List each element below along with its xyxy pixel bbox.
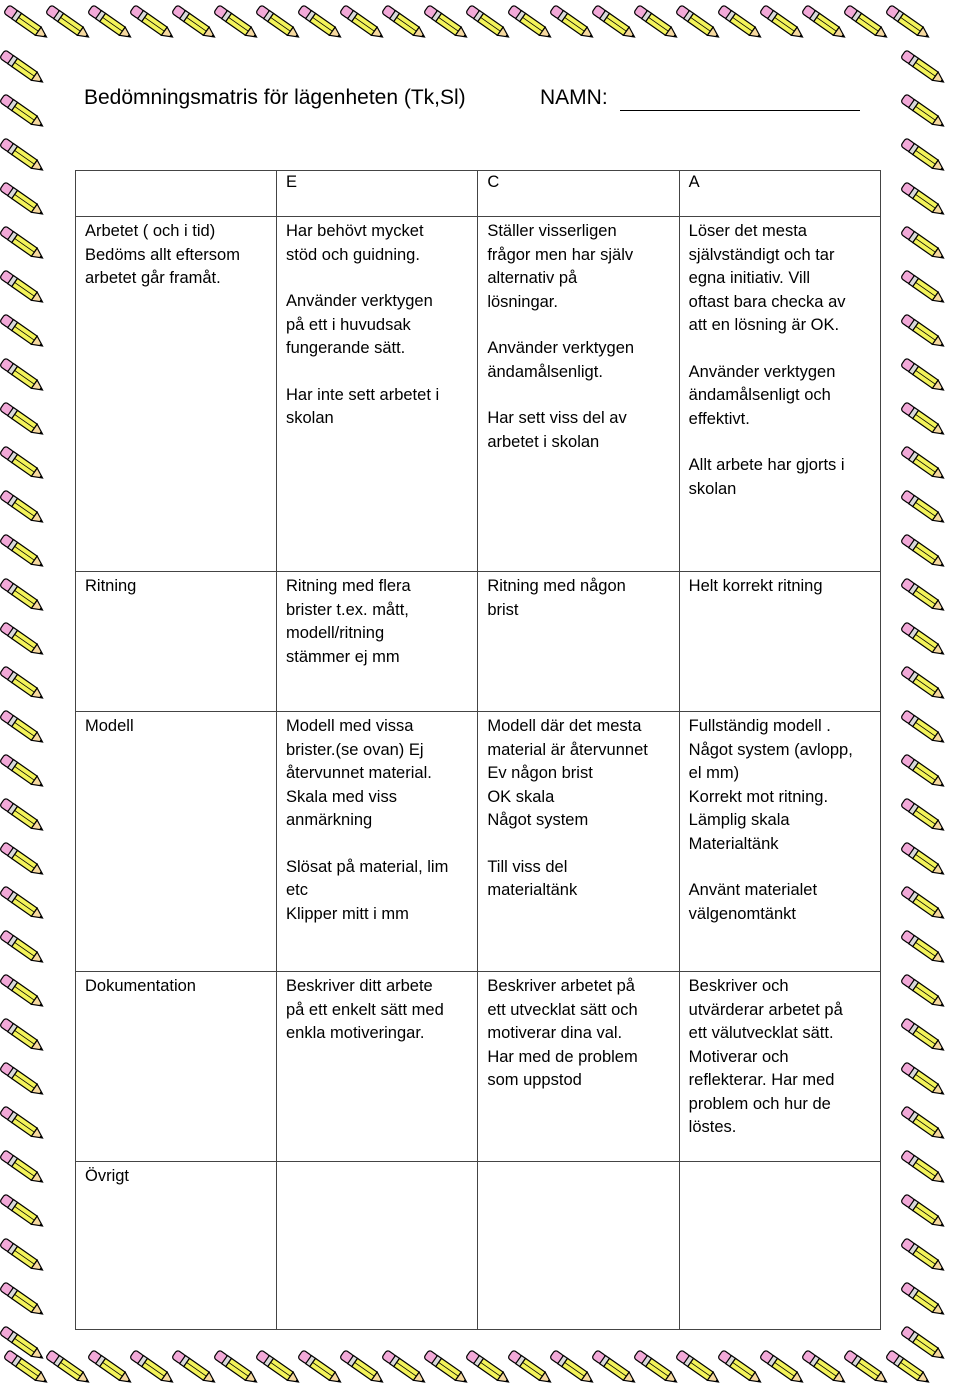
header-grade-e: E (277, 171, 478, 217)
grade-e-cell (277, 712, 478, 972)
pencil-icon (633, 1350, 680, 1387)
descriptor-block (689, 975, 874, 1140)
descriptor-line: Beskriver och (688, 977, 789, 995)
pencil-icon (0, 798, 46, 835)
descriptor-line: arbetet i skolan (487, 432, 600, 451)
criterion-label-line: Arbetet ( och i tid) (85, 222, 216, 240)
descriptor-line: lösningar. (487, 292, 558, 311)
pencil-icon (0, 974, 46, 1011)
descriptor-line: skolan (286, 409, 334, 427)
pencil-icon (633, 5, 680, 42)
descriptor-line: stöd och guidning. (286, 245, 420, 264)
pencil-icon (171, 5, 218, 42)
descriptor-line: Allt arbete har gjorts i (688, 456, 845, 474)
pencil-icon (759, 5, 806, 42)
grade-c-cell (478, 1162, 679, 1330)
pencil-icon (3, 1350, 50, 1387)
pencil-icon (900, 1282, 947, 1319)
grade-a-cell (679, 572, 880, 712)
document-title: Bedömningsmatris för lägenheten (Tk,Sl) (84, 86, 466, 109)
matrix-row (76, 712, 881, 972)
pencil-icon (549, 1350, 596, 1387)
descriptor-line: Har sett viss del av (487, 409, 627, 427)
matrix-row (76, 217, 881, 572)
pencil-icon (900, 270, 947, 307)
descriptor-line: ändamålsenligt och (688, 386, 831, 404)
descriptor-line: ett välutvecklat sätt. (688, 1024, 834, 1042)
pencil-icon (0, 50, 46, 87)
pencil-icon (900, 402, 947, 439)
descriptor-block (487, 975, 672, 1093)
descriptor-line: Ritning med någon (487, 577, 626, 595)
descriptor-line: Har med de problem (487, 1047, 638, 1066)
assessment-matrix (75, 170, 881, 1330)
pencil-icon (0, 930, 46, 967)
grade-a-cell (679, 1162, 880, 1330)
descriptor-line: Helt korrekt ritning (688, 577, 823, 595)
pencil-icon (507, 5, 554, 42)
pencil-icon (900, 578, 947, 615)
pencil-icon (0, 1150, 46, 1187)
descriptor-line: oftast bara checka av (688, 292, 846, 311)
pencil-icon (0, 1238, 46, 1275)
descriptor-line: brister.(se ovan) Ej (286, 740, 424, 759)
name-label: NAMN: (540, 86, 608, 109)
grade-c-cell (478, 572, 679, 712)
pencil-icon (381, 1350, 428, 1387)
grade-c-cell (478, 217, 679, 572)
pencil-icon (0, 534, 46, 571)
grade-a-cell (679, 972, 880, 1162)
pencil-icon (465, 5, 512, 42)
pencil-icon (213, 1350, 260, 1387)
criterion-label-line: arbetet går framåt. (85, 269, 221, 287)
pencil-icon (885, 5, 932, 42)
pencil-icon (0, 182, 46, 219)
pencil-icon (885, 1350, 932, 1387)
pencil-icon (900, 622, 947, 659)
pencil-icon (900, 226, 947, 263)
pencil-icon (3, 5, 50, 42)
descriptor-line: brist (487, 600, 519, 619)
descriptor-line: ändamålsenligt. (487, 362, 603, 381)
descriptor-block (286, 856, 471, 927)
pencil-icon (339, 1350, 386, 1387)
pencil-icon (549, 5, 596, 42)
descriptor-line: att en lösning är OK. (688, 316, 840, 334)
criterion-label-cell (76, 217, 277, 572)
grade-a-cell (679, 712, 880, 972)
descriptor-block (689, 575, 874, 599)
descriptor-line: utvärderar arbetet på (688, 1000, 843, 1019)
descriptor-block (689, 715, 874, 856)
criterion-label-line: Bedöms allt eftersom (85, 245, 240, 264)
matrix-row (76, 572, 881, 712)
descriptor-block (487, 575, 672, 622)
descriptor-line: Slösat på material, lim (286, 857, 449, 876)
descriptor-line: motiverar dina val. (487, 1024, 623, 1042)
descriptor-line: Modell där det mesta (487, 717, 642, 735)
grade-e-cell (277, 972, 478, 1162)
pencil-icon (843, 5, 890, 42)
descriptor-line: frågor men har själv (487, 245, 634, 264)
pencil-icon (87, 5, 134, 42)
pencil-icon (900, 842, 947, 879)
pencil-icon (900, 446, 947, 483)
pencil-icon (0, 358, 46, 395)
descriptor-line: Beskriver ditt arbete (286, 977, 433, 995)
descriptor-line: löstes. (688, 1118, 737, 1136)
pencil-icon (381, 5, 428, 42)
criterion-label-line: Modell (85, 717, 134, 735)
pencil-icon (0, 402, 46, 439)
pencil-icon (801, 1350, 848, 1387)
pencil-icon (900, 182, 947, 219)
pencil-icon (465, 1350, 512, 1387)
header-grade-c: C (478, 171, 679, 217)
pencil-icon (297, 1350, 344, 1387)
pencil-icon (255, 1350, 302, 1387)
pencil-icon (129, 1350, 176, 1387)
pencil-icon (675, 5, 722, 42)
descriptor-line: Fullständig modell . (688, 717, 831, 735)
pencil-icon (423, 5, 470, 42)
pencil-icon (0, 754, 46, 791)
pencil-icon (0, 578, 46, 615)
pencil-icon (507, 1350, 554, 1387)
descriptor-line: på ett i huvudsak (286, 315, 411, 334)
pencil-icon (900, 930, 947, 967)
descriptor-block (286, 290, 471, 361)
descriptor-line: som uppstod (487, 1071, 582, 1089)
pencil-icon (0, 710, 46, 747)
pencil-icon (0, 490, 46, 527)
pencil-icon (0, 886, 46, 923)
descriptor-line: Använder verktygen (286, 292, 433, 310)
grade-e-cell (277, 572, 478, 712)
grade-e-cell (277, 1162, 478, 1330)
criterion-label-line: Dokumentation (85, 977, 196, 995)
descriptor-block (689, 361, 874, 432)
descriptor-line: reflekterar. Har med (688, 1071, 835, 1089)
pencil-icon (675, 1350, 722, 1387)
pencil-icon (0, 94, 46, 131)
descriptor-line: OK skala (487, 787, 555, 806)
descriptor-line: på ett enkelt sätt med (286, 1000, 444, 1019)
pencil-icon (0, 138, 46, 175)
descriptor-line: fungerande sätt. (286, 339, 406, 357)
descriptor-block (286, 220, 471, 267)
pencil-icon (0, 622, 46, 659)
pencil-icon (900, 886, 947, 923)
descriptor-line: enkla motiveringar. (286, 1024, 425, 1042)
header-label-cell (76, 171, 277, 217)
descriptor-line: material är återvunnet (487, 740, 648, 759)
criterion-label-cell (76, 572, 277, 712)
pencil-icon (171, 1350, 218, 1387)
descriptor-line: Klipper mitt i mm (286, 904, 409, 923)
pencil-icon (213, 5, 260, 42)
descriptor-line: Skala med viss (286, 787, 397, 806)
descriptor-line: Till viss del (487, 857, 568, 876)
descriptor-line: Ställer visserligen (487, 222, 617, 240)
descriptor-line: Lämplig skala (688, 811, 790, 829)
grade-c-cell (478, 712, 679, 972)
descriptor-line: materialtänk (487, 881, 578, 899)
pencil-icon (45, 5, 92, 42)
descriptor-line: brister t.ex. mått, (286, 600, 409, 619)
descriptor-line: skolan (688, 479, 737, 498)
criterion-label-cell (76, 972, 277, 1162)
pencil-icon (900, 1106, 947, 1143)
pencil-icon (0, 842, 46, 879)
descriptor-line: Har behövt mycket (286, 222, 424, 240)
matrix-row (76, 1162, 881, 1330)
pencil-icon (900, 1062, 947, 1099)
pencil-icon (255, 5, 302, 42)
descriptor-line: Använder verktygen (688, 362, 836, 381)
pencil-icon (0, 226, 46, 263)
grade-c-cell (478, 972, 679, 1162)
descriptor-line: återvunnet material. (286, 764, 432, 782)
pencil-icon (900, 50, 947, 87)
pencil-icon (900, 974, 947, 1011)
pencil-icon (129, 5, 176, 42)
grade-e-cell (277, 217, 478, 572)
pencil-icon (900, 314, 947, 351)
descriptor-line: Motiverar och (688, 1047, 789, 1066)
pencil-icon (297, 5, 344, 42)
descriptor-line: alternativ på (487, 269, 578, 287)
descriptor-line: el mm) (688, 764, 740, 782)
descriptor-line: självständigt och tar (688, 245, 835, 264)
descriptor-line: välgenomtänkt (688, 904, 796, 923)
pencil-icon (900, 490, 947, 527)
descriptor-line: Modell med vissa (286, 717, 414, 735)
descriptor-block (689, 454, 874, 501)
header-row (76, 171, 881, 217)
pencil-icon (900, 358, 947, 395)
pencil-icon (591, 1350, 638, 1387)
criterion-label-cell (76, 712, 277, 972)
pencil-icon (717, 1350, 764, 1387)
descriptor-block (487, 856, 672, 903)
descriptor-line: Använt materialet (688, 881, 818, 899)
descriptor-line: Materialtänk (688, 834, 779, 853)
pencil-icon (801, 5, 848, 42)
pencil-icon (900, 94, 947, 131)
pencil-icon (45, 1350, 92, 1387)
descriptor-line: modell/ritning (286, 624, 385, 642)
descriptor-line: problem och hur de (688, 1094, 831, 1113)
pencil-icon (0, 1282, 46, 1319)
pencil-icon (0, 1326, 46, 1363)
pencil-icon (717, 5, 764, 42)
criterion-label-line: Övrigt (85, 1167, 130, 1185)
pencil-icon (900, 138, 947, 175)
descriptor-line: Något system (487, 811, 589, 829)
pencil-icon (900, 1194, 947, 1231)
pencil-icon (900, 754, 947, 791)
descriptor-block (487, 715, 672, 833)
descriptor-block (286, 715, 471, 833)
pencil-icon (759, 1350, 806, 1387)
descriptor-line: etc (286, 881, 309, 899)
descriptor-line: Något system (avlopp, (688, 740, 853, 759)
pencil-icon (900, 1238, 947, 1275)
descriptor-line: ett utvecklat sätt och (487, 1000, 638, 1019)
descriptor-line: effektivt. (688, 409, 750, 428)
descriptor-line: Ritning med flera (286, 577, 411, 595)
pencil-icon (0, 446, 46, 483)
pencil-icon (0, 1062, 46, 1099)
pencil-icon (900, 534, 947, 571)
pencil-icon (900, 798, 947, 835)
descriptor-line: stämmer ej mm (286, 647, 400, 666)
descriptor-block (689, 879, 874, 926)
descriptor-block (286, 975, 471, 1046)
descriptor-line: Ev någon brist (487, 764, 593, 782)
title-row (84, 86, 884, 116)
pencil-icon (900, 710, 947, 747)
pencil-icon (900, 1326, 947, 1363)
pencil-icon (87, 1350, 134, 1387)
descriptor-block (487, 337, 672, 384)
pencil-icon (843, 1350, 890, 1387)
matrix-row (76, 972, 881, 1162)
descriptor-line: egna initiativ. Vill (688, 269, 811, 287)
grade-a-cell (679, 217, 880, 572)
header-grade-a: A (679, 171, 880, 217)
descriptor-line: Har inte sett arbetet i (286, 385, 440, 404)
pencil-icon (339, 5, 386, 42)
pencil-icon (0, 1194, 46, 1231)
pencil-icon (900, 1150, 947, 1187)
descriptor-block (487, 220, 672, 314)
descriptor-block (286, 575, 471, 669)
pencil-icon (900, 1018, 947, 1055)
pencil-icon (0, 1018, 46, 1055)
descriptor-line: Korrekt mot ritning. (688, 787, 829, 806)
descriptor-block (286, 384, 471, 431)
pencil-icon (591, 5, 638, 42)
pencil-icon (0, 314, 46, 351)
pencil-icon (900, 666, 947, 703)
descriptor-line: anmärkning (286, 811, 373, 829)
descriptor-block (487, 407, 672, 454)
descriptor-line: Använder verktygen (487, 339, 635, 357)
descriptor-line: Löser det mesta (688, 222, 807, 240)
pencil-icon (0, 1106, 46, 1143)
pencil-icon (423, 1350, 470, 1387)
pencil-icon (0, 270, 46, 307)
criterion-label-line: Ritning (85, 577, 137, 595)
name-field-line (620, 110, 860, 111)
descriptor-block (689, 220, 874, 338)
criterion-label-cell (76, 1162, 277, 1330)
pencil-icon (0, 666, 46, 703)
descriptor-line: Beskriver arbetet på (487, 977, 635, 995)
